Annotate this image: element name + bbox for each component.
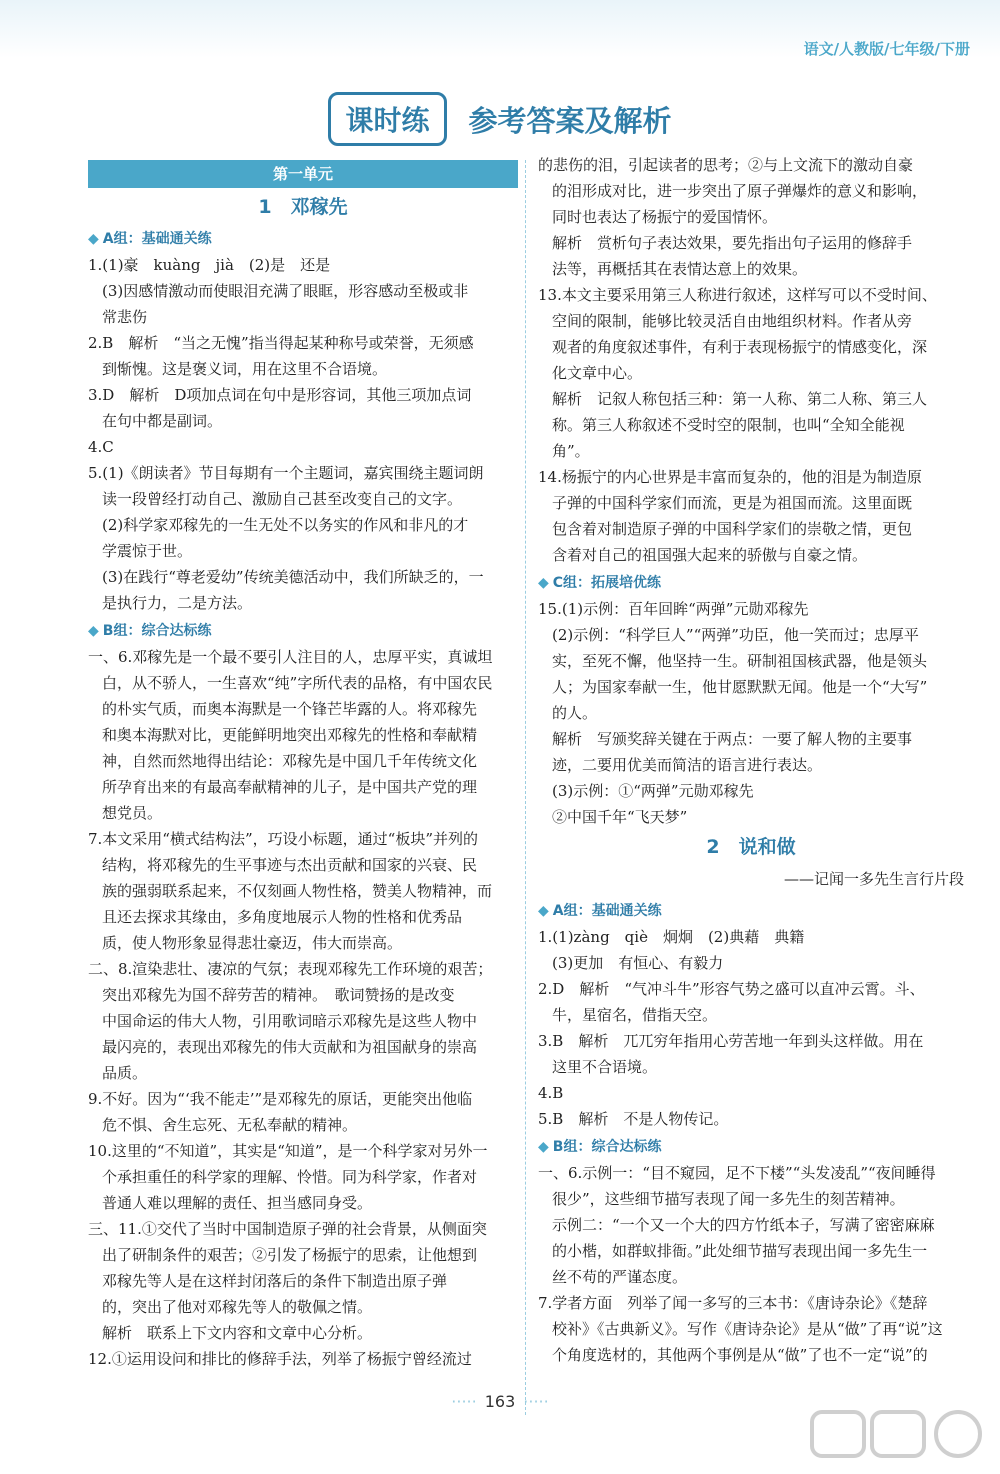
text-line: (3)因感情激动而使眼泪充满了眼眶，形容感动至极或非 (102, 282, 469, 300)
text-line: 7.学者方面 列举了闻一多写的三本书：《唐诗杂论》《楚辞 (538, 1294, 928, 1312)
text-line: 10.这里的“不知道”，其实是“知道”，是一个科学家对另外一 (88, 1142, 488, 1160)
text-line: 空间的限制，能够比较灵活自由地组织材料。作者从旁 (552, 312, 913, 330)
text-line: 15.(1)示例：百年回眸“两弹”元勋邓稼先 (538, 600, 809, 618)
text-line: (2)科学家邓稼先的一生无处不以务实的作风和非凡的才 (102, 516, 469, 534)
page-number-value: 163 (484, 1392, 516, 1411)
text-line: 角”。 (552, 442, 590, 460)
text-line: (3)示例：①“两弹”元勋邓稼先 (552, 782, 754, 800)
text-line: 解析 赏析句子表达效果，要先指出句子运用的修辞手 (552, 234, 913, 252)
text-line: 结构，将邓稼先的生平事迹与杰出贡献和国家的兴衰、民 (102, 856, 478, 874)
text-line: 二、8.渲染悲壮、凄凉的气氛；表现邓稼先工作环境的艰苦； (88, 960, 493, 978)
text-line: 中国命运的伟大人物，引用歌词暗示邓稼先是这些人物中 (102, 1012, 478, 1030)
group-label: A组：基础通关练 (102, 231, 212, 247)
text-line: 的泪形成对比，进一步突出了原子弹爆炸的意义和影响， (552, 182, 928, 200)
text-line: 和奥本海默对比，更能鲜明地突出邓稼先的性格和奉献精 (102, 726, 478, 744)
diamond-icon: ◆ (538, 903, 549, 919)
text-line: 牛，星宿名，借指天空。 (552, 1006, 718, 1024)
group-label: A组：基础通关练 (552, 903, 662, 919)
text-line: 是执行力，二是方法。 (102, 594, 253, 612)
text-line: 5.B 解析 不是人物传记。 (538, 1110, 729, 1128)
diamond-icon: ◆ (538, 1139, 549, 1155)
text-line: 想党员。 (102, 804, 163, 822)
text-line: 1.(1)zàng qiè 炯炯 (2)典藉 典籍 (538, 928, 805, 946)
text-line: 3.D 解析 D项加点词在句中是形容词，其他三项加点词 (88, 386, 472, 404)
title-main: 参考答案及解析 (468, 103, 672, 138)
text-line: 常悲伤 (102, 308, 148, 326)
text-line: 的小楷，如群蚁排衙。”此处细节描写表现出闻一多先生一 (552, 1242, 928, 1260)
text-line: 的悲伤的泪，引起读者的思考；②与上文流下的激动自豪 (538, 156, 914, 174)
text-line: 解析 联系上下文内容和文章中心分析。 (102, 1324, 373, 1342)
unit-heading: 第一单元 (88, 160, 518, 188)
title-box-label: 课时练 (328, 92, 446, 146)
text-line: 示例二：“一个又一个大的四方竹纸本子，写满了密密麻麻 (552, 1216, 935, 1234)
text-line: 解析 记叙人称包括三种：第一人称、第二人称、第三人 (552, 390, 928, 408)
text-line: 称。第三人称叙述不受时空的限制，也叫“全知全能视 (552, 416, 905, 434)
text-line: 迹，二要用优美而简洁的语言进行表达。 (552, 756, 823, 774)
text-line: 很少”，这些细节描写表现了闻一多先生的刻苦精神。 (552, 1190, 905, 1208)
left-group-b-lines (88, 644, 518, 1372)
text-line: 同时也表达了杨振宁的爱国情怀。 (552, 208, 778, 226)
text-line: 法等，再概括其在表情达意上的效果。 (552, 260, 808, 278)
text-line: 一、6.邓稼先是一个最不要引人注目的人，忠厚平实，真诚坦 (88, 648, 493, 666)
text-line: 3.B 解析 兀兀穷年指用心劳苦地一年到头这样做。用在 (538, 1032, 924, 1050)
text-line: 个承担重任的科学家的理解、怜惜。同为科学家，作者对 (102, 1168, 478, 1186)
text-line: 13.本文主要采用第三人称进行叙述，这样写可以不受时间、 (538, 286, 937, 304)
text-line: 观者的角度叙述事件，有利于表现杨振宁的情感变化，深 (552, 338, 928, 356)
right-group-b-lines (538, 1160, 964, 1368)
text-line: 普通人难以理解的责任、担当感同身受。 (102, 1194, 373, 1212)
text-line: 2.D 解析 “气冲斗牛”形容气势之盛可以直冲云霄。斗、 (538, 980, 925, 998)
text-line: 所孕育出来的有最高奉献精神的儿子，是中国共产党的理 (102, 778, 478, 796)
lesson-title-2: 2 说和做 (706, 836, 796, 858)
text-line: 白，从不骄人，一生喜欢“纯”字所代表的品格，有中国农民 (102, 674, 493, 692)
text-line: 且还去探求其缘由，多角度地展示人物的性格和优秀品 (102, 908, 463, 926)
text-line: 出了研制条件的艰苦；②引发了杨振宁的思索，让他想到 (102, 1246, 478, 1264)
diamond-icon: ◆ (88, 231, 99, 247)
text-line: 最闪亮的，表现出邓稼先的伟大贡献和为祖国献身的崇高 (102, 1038, 478, 1056)
text-line: 一、6.示例一：“目不窥园，足不下楼”“头发凌乱”“夜间睡得 (538, 1164, 936, 1182)
text-line: 4.B (538, 1084, 564, 1102)
text-line: 14.杨振宁的内心世界是丰富而复杂的，他的泪是为制造原 (538, 468, 922, 486)
page-number: ····· 163 ····· (451, 1392, 549, 1411)
left-group-a-lines (88, 252, 518, 616)
text-line: 12.①运用设问和排比的修辞手法，列举了杨振宁曾经流过 (88, 1350, 472, 1368)
right-group-c-lines (538, 596, 964, 830)
right-column (538, 152, 964, 1368)
text-line: 化文章中心。 (552, 364, 643, 382)
text-line: 4.C (88, 438, 114, 456)
text-line: 突出邓稼先为国不辞劳苦的精神。 歌词赞扬的是改变 (102, 986, 455, 1004)
group-label: C组：拓展培优练 (552, 575, 662, 591)
text-line: (2)示例：“科学巨人”“两弹”功臣，他一笑而过；忠厚平 (552, 626, 919, 644)
lesson-title-1: 1 邓稼先 (258, 196, 348, 218)
text-line: 读一段曾经打动自己、激励自己甚至改变自己的文字。 (102, 490, 463, 508)
text-line: 族的强弱联系起来，不仅刻画人物性格，赞美人物精神，而 (102, 882, 493, 900)
page-title (0, 92, 1000, 146)
text-line: 7.本文采用“横式结构法”，巧设小标题，通过“板块”并列的 (88, 830, 478, 848)
text-line: 到惭愧。这是褒义词，用在这里不合语境。 (102, 360, 388, 378)
text-line: 学震惊于世。 (102, 542, 193, 560)
group-a-heading-2 (538, 898, 964, 924)
text-line: 的，突出了他对邓稼先等人的敬佩之情。 (102, 1298, 373, 1316)
group-b-heading (88, 618, 518, 644)
lesson-subtitle-2: ——记闻一多先生言行片段 (783, 870, 964, 888)
text-line: 2.B 解析 “当之无愧”指当得起某种称号或荣誉，无须感 (88, 334, 474, 352)
text-line: 1.(1)豪 kuàng jià (2)是 还是 (88, 256, 331, 274)
diamond-icon: ◆ (538, 575, 549, 591)
column-divider (525, 160, 526, 1415)
group-b-heading-2 (538, 1134, 964, 1160)
text-line: 在句中都是副词。 (102, 412, 223, 430)
text-line: 校补》《古典新义》。写作《唐诗杂论》是从“做”了再“说”这 (552, 1320, 943, 1338)
text-line: 解析 写颁奖辞关键在于两点：一要了解人物的主要事 (552, 730, 913, 748)
text-line: 包含着对制造原子弹的中国科学家们的崇敬之情，更包 (552, 520, 913, 538)
text-line: 邓稼先等人是在这样封闭落后的条件下制造出原子弹 (102, 1272, 448, 1290)
text-line: 的人。 (552, 704, 598, 722)
group-a-heading (88, 226, 518, 252)
text-line: 人；为国家奉献一生，他甘愿默默无闻。他是一个“大写” (552, 678, 928, 696)
text-line: (3)在践行“尊老爱幼”传统美德活动中，我们所缺乏的，一 (102, 568, 484, 586)
text-line: 质，使人物形象显得悲壮豪迈，伟大而崇高。 (102, 934, 403, 952)
group-label: B组：综合达标练 (552, 1139, 662, 1155)
text-line: 子弹的中国科学家们而流，更是为祖国而流。这里面既 (552, 494, 913, 512)
watermark-logo (808, 1408, 988, 1468)
right-group-a-lines (538, 924, 964, 1132)
text-line: 9.不好。因为“‘我不能走’”是邓稼先的原话，更能突出他临 (88, 1090, 473, 1108)
text-line: 品质。 (102, 1064, 148, 1082)
text-line: ②中国千年“飞天梦” (552, 808, 688, 826)
left-column (88, 158, 518, 1372)
text-line: 5.(1)《朗读者》节目每期有一个主题词，嘉宾围绕主题词朗 (88, 464, 484, 482)
text-line: 神，自然而然地得出结论：邓稼先是中国几千年传统文化 (102, 752, 478, 770)
text-line: (3)更加 有恒心、有毅力 (552, 954, 724, 972)
text-line: 三、11.①交代了当时中国制造原子弹的社会背景，从侧面突 (88, 1220, 487, 1238)
diamond-icon: ◆ (88, 623, 99, 639)
group-label: B组：综合达标练 (102, 623, 212, 639)
text-line: 个角度选材的，其他两个事例是从“做”了也不一定“说”的 (552, 1346, 928, 1364)
text-line: 丝不苟的严谨态度。 (552, 1268, 688, 1286)
right-top-lines (538, 152, 964, 568)
text-line: 含着对自己的祖国强大起来的骄傲与自豪之情。 (552, 546, 868, 564)
text-line: 实，至死不懈，他坚持一生。研制祖国核武器，他是领头 (552, 652, 928, 670)
group-c-heading (538, 570, 964, 596)
text-line: 危不惧、舍生忘死、无私奉献的精神。 (102, 1116, 358, 1134)
text-line: 这里不合语境。 (552, 1058, 658, 1076)
text-line: 的朴实气质，而奥本海默是一个锋芒毕露的人。将邓稼先 (102, 700, 478, 718)
header-subject-tag: 语文/人教版/七年级/下册 (803, 40, 970, 58)
